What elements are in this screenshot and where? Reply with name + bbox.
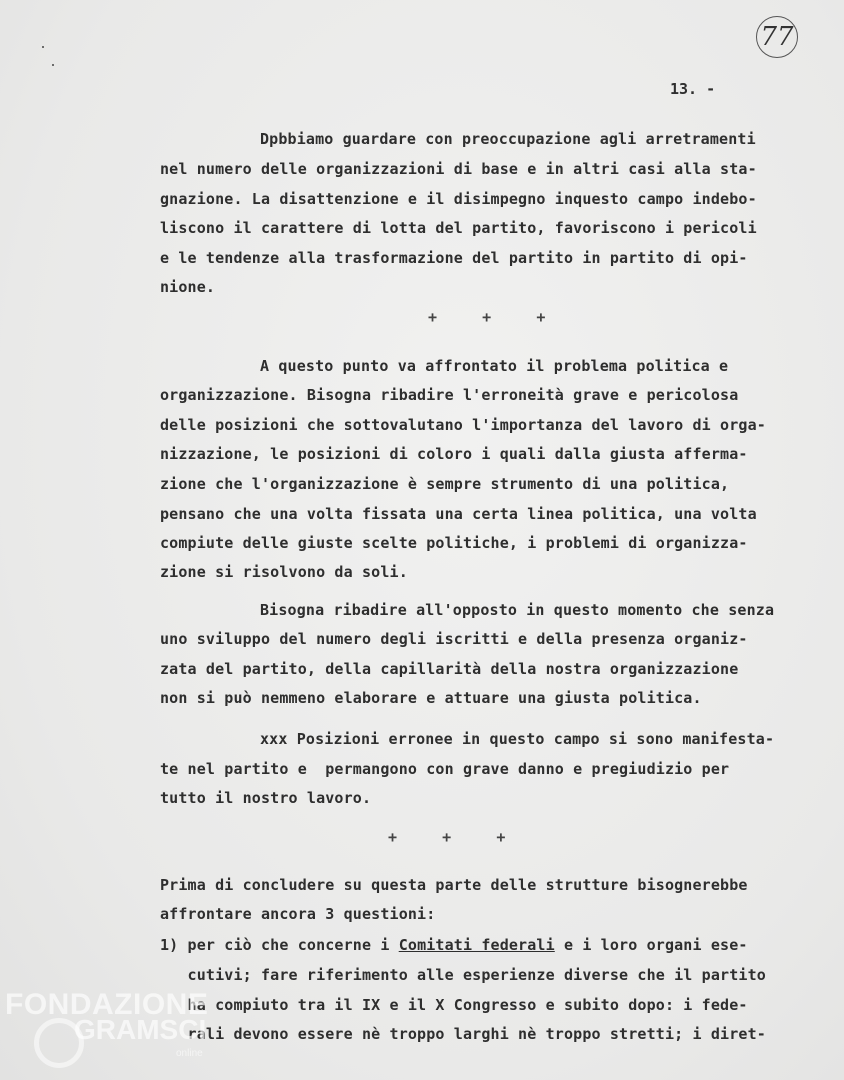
text-line: rali devono essere nè troppo larghi nè troppo stretti; i diret-	[160, 1025, 766, 1043]
item-suffix: e i loro organi ese-	[554, 936, 748, 954]
text-line: gnazione. La disattenzione e il disimpegno inquesto campo indebo-	[160, 190, 757, 208]
speck	[52, 64, 54, 66]
text-line: organizzazione. Bisogna ribadire l'erroneità grave e pericolosa	[160, 386, 739, 404]
text-line: cutivi; fare riferimento alle esperienze diverse che il partito	[160, 966, 766, 984]
section-separator: + + +	[388, 828, 506, 846]
text-line: compiute delle giuste scelte politiche, i problemi di organizza-	[160, 534, 748, 552]
item-prefix: 1) per ciò che concerne i	[160, 936, 399, 954]
section-separator: + + +	[428, 308, 546, 326]
text-line: zata del partito, della capillarità della nostra organizzazione	[160, 660, 739, 678]
text-line: uno sviluppo del numero degli iscritti e della presenza organiz-	[160, 630, 748, 648]
text-line: te nel partito e permangono con grave danno e pregiudizio per	[160, 760, 730, 778]
text-line: ha compiuto tra il IX e il X Congresso e subito dopo: i fede-	[160, 996, 748, 1014]
text-line: nione.	[160, 278, 216, 296]
text-line: nizzazione, le posizioni di coloro i quali dalla giusta afferma-	[160, 445, 748, 463]
text-line: Prima di concludere su questa parte delle strutture bisognerebbe	[160, 876, 748, 894]
text-line: liscono il carattere di lotta del partito, favoriscono i pericoli	[160, 219, 757, 237]
text-line: xxx Posizioni erronee in questo campo si sono manifesta-	[260, 730, 775, 748]
text-line: tutto il nostro lavoro.	[160, 789, 372, 807]
text-line: A questo punto va affrontato il problema politica e	[260, 357, 729, 375]
watermark-tag: online	[176, 1048, 203, 1059]
watermark-subtitle: GRAMSCI	[74, 1014, 207, 1045]
text-line: Bisogna ribadire all'opposto in questo momento che senza	[260, 601, 775, 619]
text-line: pensano che una volta fissata una certa linea politica, una volta	[160, 505, 757, 523]
text-line: zione si risolvono da soli.	[160, 563, 408, 581]
text-line: e le tendenze alla trasformazione del partito in partito di opi-	[160, 249, 748, 267]
underlined-term: Comitati federali	[398, 936, 555, 954]
text-line: affrontare ancora 3 questioni:	[160, 905, 436, 923]
list-item-first-line	[160, 936, 748, 954]
text-line: zione che l'organizzazione è sempre strumento di una politica,	[160, 475, 730, 493]
text-line: non si può nemmeno elaborare e attuare una giusta politica.	[160, 689, 702, 707]
text-line: Dpbbiamo guardare con preoccupazione agli arretramenti	[260, 130, 756, 148]
speck	[42, 46, 44, 48]
page-number: 13. -	[670, 80, 716, 98]
text-line: nel numero delle organizzazioni di base e in altri casi alla sta-	[160, 160, 757, 178]
text-line: delle posizioni che sottovalutano l'importanza del lavoro di orga-	[160, 416, 766, 434]
watermark-title: FONDAZIONE	[5, 988, 209, 1021]
folio-number: 77	[756, 16, 798, 58]
